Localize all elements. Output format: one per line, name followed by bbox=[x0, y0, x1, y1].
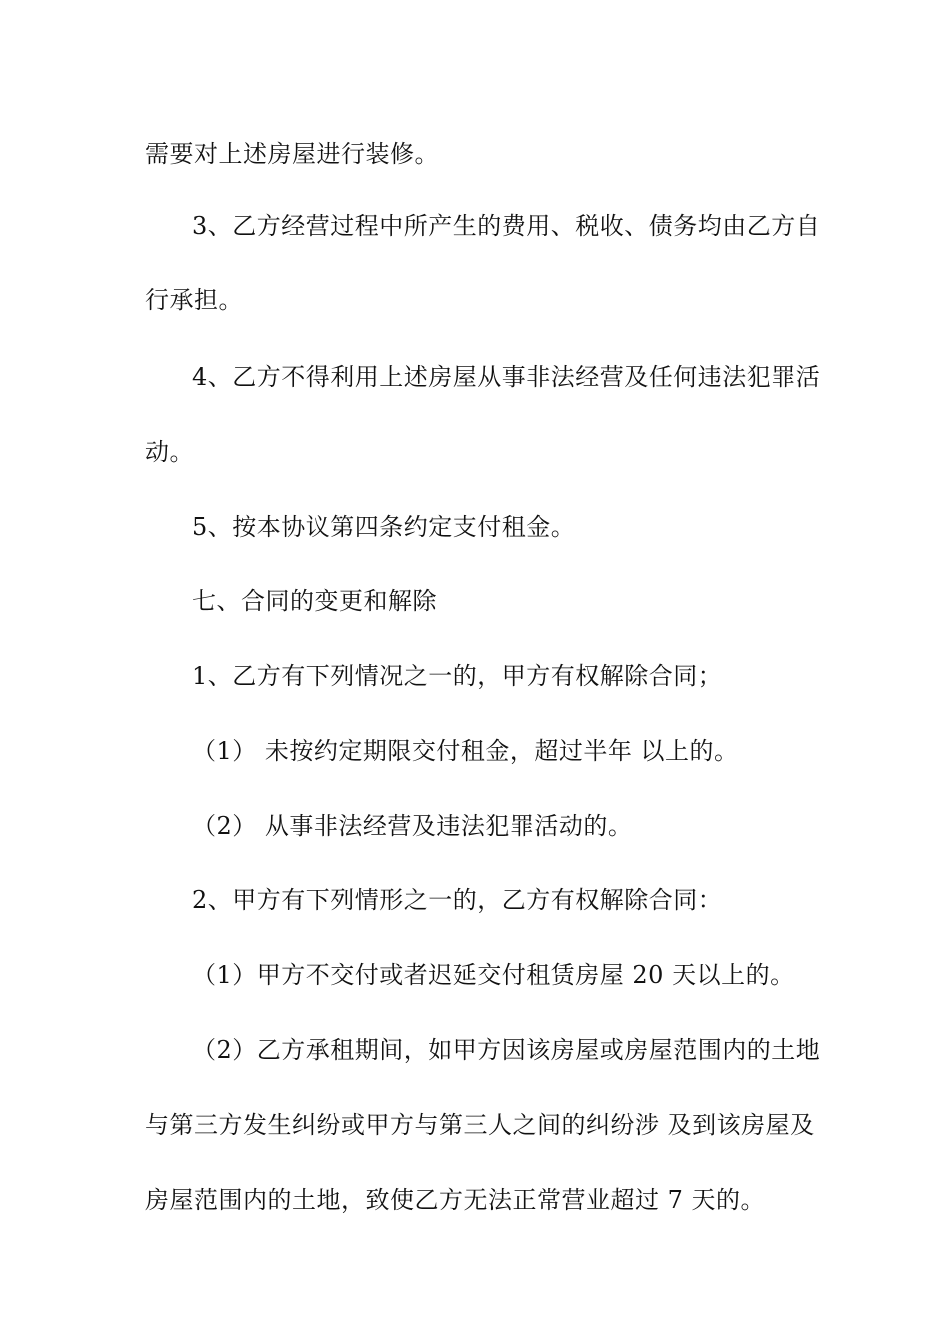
section-7-item-2-sub-2-continuation-2: 房屋范围内的土地，致使乙方无法正常营业超过 7 天的。 bbox=[145, 1186, 766, 1214]
clause-3-line: 3、乙方经营过程中所产生的费用、税收、债务均由乙方自 bbox=[192, 212, 821, 240]
section-7-item-1-sub-1: （1） 未按约定期限交付租金，超过半年 以上的。 bbox=[192, 737, 739, 765]
section-7-item-2-sub-2-continuation-1: 与第三方发生纠纷或甲方与第三人之间的纠纷涉 及到该房屋及 bbox=[145, 1111, 815, 1139]
paragraph-line: 需要对上述房屋进行装修。 bbox=[145, 140, 439, 168]
section-7-item-2-sub-2: （2）乙方承租期间，如甲方因该房屋或房屋范围内的土地 bbox=[192, 1036, 821, 1064]
section-7-item-2: 2、甲方有下列情形之一的，乙方有权解除合同： bbox=[192, 886, 723, 914]
section-7-item-2-sub-1: （1）甲方不交付或者迟延交付租赁房屋 20 天以上的。 bbox=[192, 961, 795, 989]
section-7-item-1-sub-2: （2） 从事非法经营及违法犯罪活动的。 bbox=[192, 812, 633, 840]
clause-5-line: 5、按本协议第四条约定支付租金。 bbox=[192, 513, 576, 541]
clause-4-continuation: 动。 bbox=[145, 438, 194, 466]
section-7-item-1: 1、乙方有下列情况之一的，甲方有权解除合同； bbox=[192, 662, 723, 690]
clause-3-continuation: 行承担。 bbox=[145, 286, 243, 314]
section-7-heading: 七、合同的变更和解除 bbox=[192, 587, 437, 615]
clause-4-line: 4、乙方不得利用上述房屋从事非法经营及任何违法犯罪活 bbox=[192, 363, 821, 391]
